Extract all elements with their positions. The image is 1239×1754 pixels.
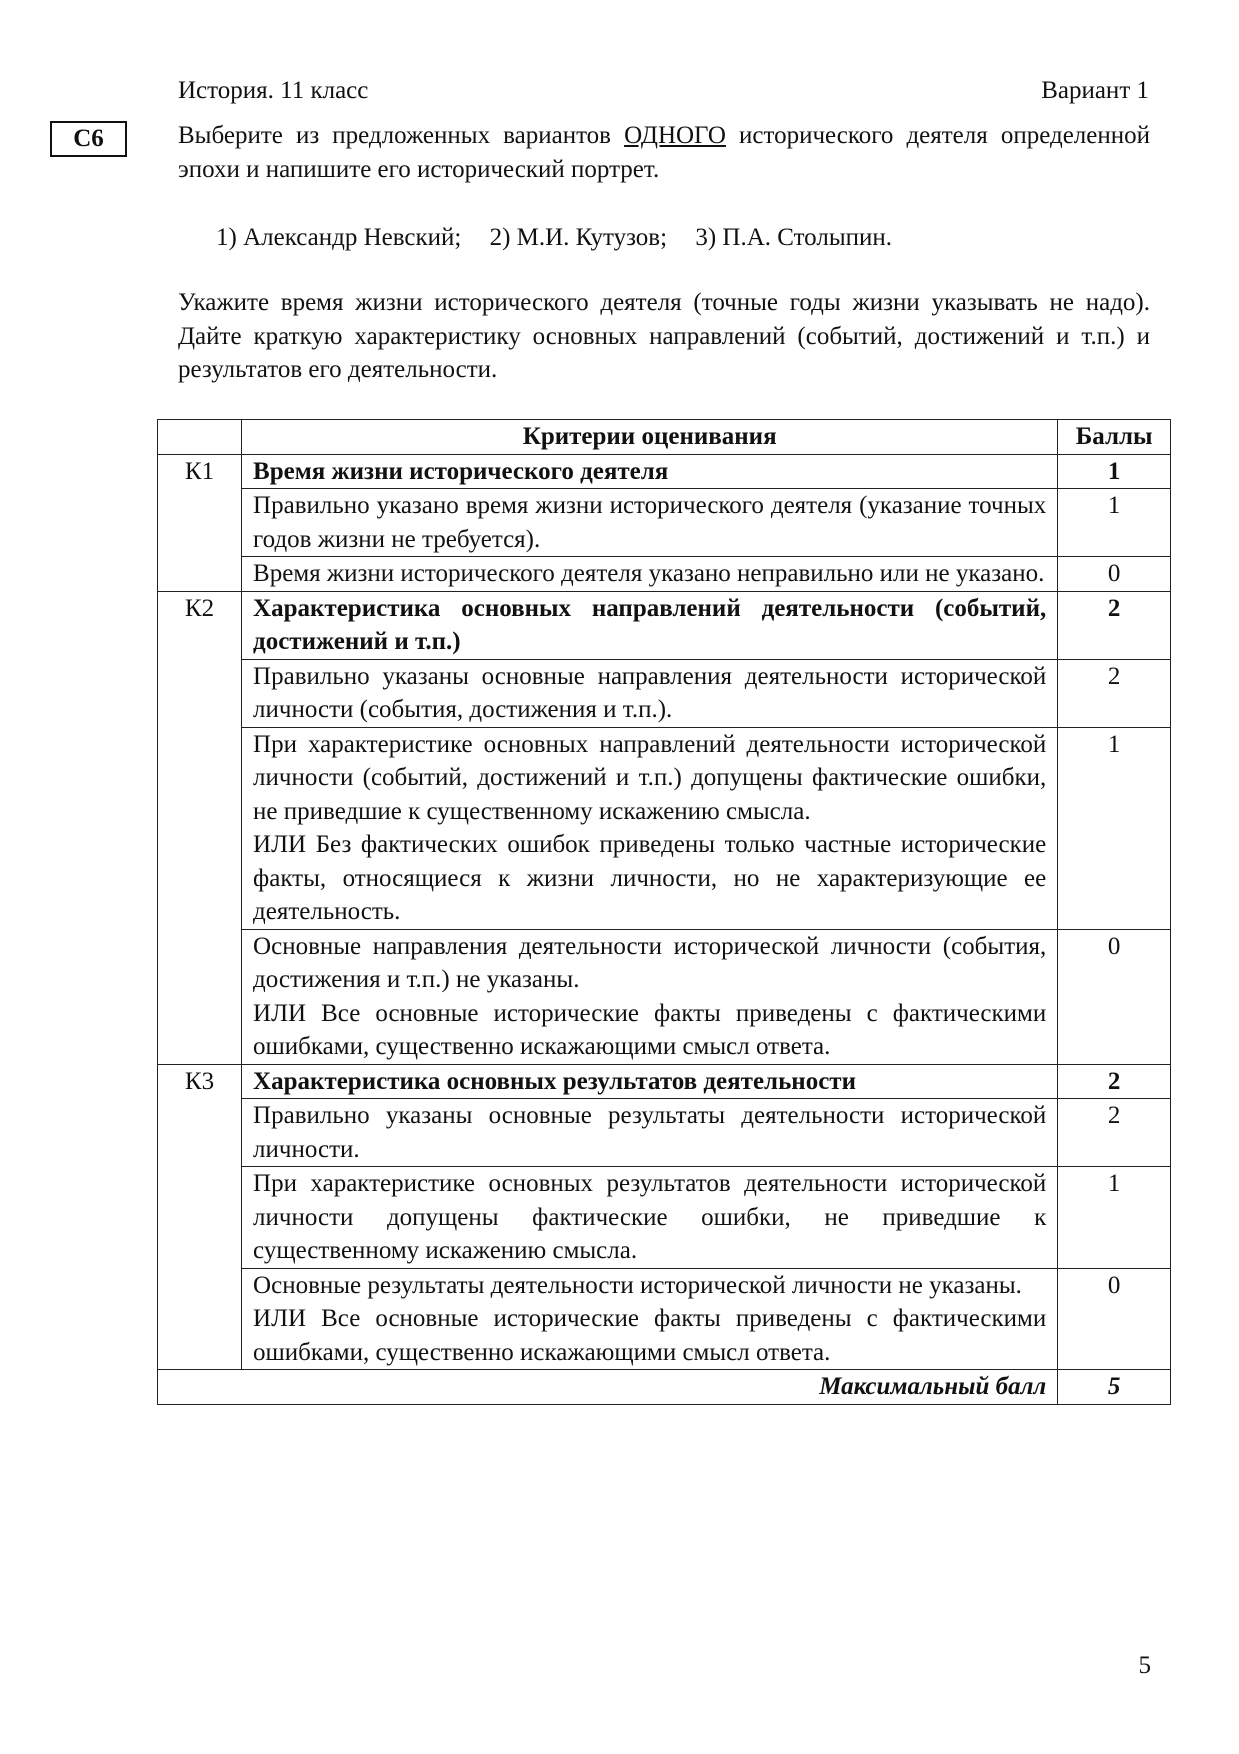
criterion-text-alt: ИЛИ Без фактических ошибок приведены только частные исторические факты, относящиеся к жизни личности, но не характеризующие ее деятельность. (253, 831, 1047, 925)
criterion-title: Характеристика основных направлений деятельности (событий, достижений и т.п.) (242, 591, 1058, 659)
criterion-code: К2 (158, 591, 242, 1064)
criterion-text: Время жизни исторического деятеля указано неправильно или не указано. (242, 557, 1058, 592)
table-header-row (158, 420, 1171, 455)
criterion-points: 1 (1058, 489, 1171, 557)
table-row (158, 489, 1171, 557)
criterion-max: 2 (1058, 1064, 1171, 1099)
header-criteria: Критерии оценивания (242, 420, 1058, 455)
criterion-text-cell (242, 929, 1058, 1064)
option-3: 3) П.А. Столыпин. (695, 224, 893, 251)
criterion-points: 1 (1058, 1167, 1171, 1269)
criterion-points: 0 (1058, 557, 1171, 592)
criterion-text-cell (242, 1268, 1058, 1370)
criterion-text: Правильно указано время жизни исторического деятеля (указание точных годов жизни не требуется). (242, 489, 1058, 557)
header-subject: История. 11 класс (178, 77, 369, 104)
task-text-before: Выберите из предложенных вариантов (178, 122, 625, 149)
header-points: Баллы (1058, 420, 1171, 455)
criterion-text: Правильно указаны основные направления деятельности исторической личности (события, достижения и т.п.). (242, 659, 1058, 727)
criterion-title: Время жизни исторического деятеля (242, 454, 1058, 489)
criterion-code: К3 (158, 1064, 242, 1370)
instructions: Укажите время жизни исторического деятеля (точные годы жизни указывать не надо). Дайте краткую характеристику основных направлений (событий, достижений и т.п.) и результатов его деятельности. (178, 289, 1150, 383)
header-variant: Вариант 1 (1041, 77, 1149, 104)
page-number: 5 (1138, 1652, 1151, 1679)
table-row (158, 1099, 1171, 1167)
total-row (158, 1370, 1171, 1405)
task-text-after: исторического деятеля определенной эпохи и напишите его исторический портрет. (178, 122, 1151, 183)
option-2: 2) М.И. Кутузов; (489, 224, 668, 251)
options-list (216, 221, 892, 254)
table-row (158, 591, 1171, 659)
criterion-code: К1 (158, 454, 242, 591)
total-points: 5 (1058, 1370, 1171, 1405)
table-row (158, 1268, 1171, 1370)
criterion-text-cell (242, 727, 1058, 929)
criteria-table (157, 419, 1171, 1405)
table-row (158, 454, 1171, 489)
table-row (158, 1167, 1171, 1269)
criterion-text-alt: ИЛИ Все основные исторические факты приведены с фактическими ошибками, существенно искажающими смысл ответа. (253, 1305, 1047, 1366)
task-text (178, 119, 1150, 186)
table-row (158, 557, 1171, 592)
criterion-points: 1 (1058, 727, 1171, 929)
task-text-underlined: ОДНОГО (624, 122, 726, 149)
criterion-max: 1 (1058, 454, 1171, 489)
criterion-points: 0 (1058, 1268, 1171, 1370)
table-row (158, 929, 1171, 1064)
option-1: 1) Александр Невский; (216, 224, 462, 251)
header-code-cell (158, 420, 242, 455)
table-row (158, 659, 1171, 727)
criterion-text-alt: ИЛИ Все основные исторические факты приведены с фактическими ошибками, существенно искажающими смысл ответа. (253, 999, 1047, 1060)
table-row (158, 727, 1171, 929)
criterion-text: Основные направления деятельности исторической личности (события, достижения и т.п.) не указаны. (253, 932, 1047, 993)
criterion-text: Основные результаты деятельности исторической личности не указаны. (253, 1271, 1022, 1299)
table-row (158, 1064, 1171, 1099)
criterion-points: 2 (1058, 1099, 1171, 1167)
criterion-title: Характеристика основных результатов деятельности (242, 1064, 1058, 1099)
criterion-points: 0 (1058, 929, 1171, 1064)
task-label: С6 (50, 121, 127, 157)
total-label: Максимальный балл (158, 1370, 1058, 1405)
criterion-max: 2 (1058, 591, 1171, 659)
criterion-points: 2 (1058, 659, 1171, 727)
criterion-text: При характеристике основных результатов деятельности исторической личности допущены фактические ошибки, не приведшие к существенному искажению смысла. (242, 1167, 1058, 1269)
criterion-text: При характеристике основных направлений деятельности исторической личности (событий, достижений и т.п.) допущены фактические ошибки, не приведшие к существенному искажению смысла. (253, 730, 1047, 825)
criterion-text: Правильно указаны основные результаты деятельности исторической личности. (242, 1099, 1058, 1167)
